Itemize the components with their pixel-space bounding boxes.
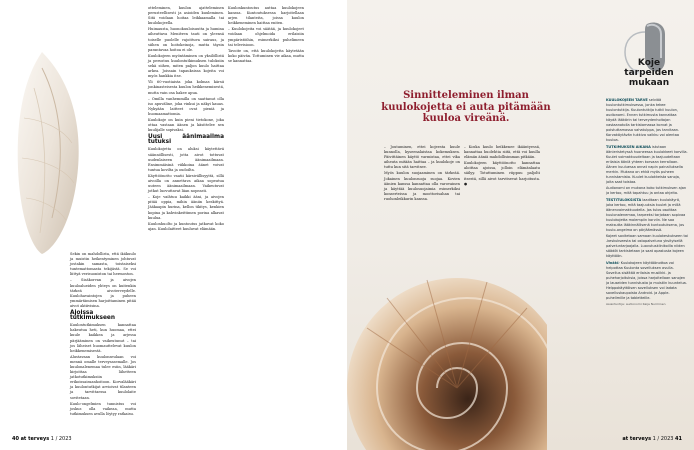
sidebar-text: Audionomi on mukana koko tutkimuksen ajan ja kertoo, mitä tapahtuu ja antaa ohjeita. (606, 186, 687, 195)
right-page (347, 0, 694, 450)
sidebar-paragraph (606, 234, 688, 259)
paragraph: Kuulokoje on kuin pieni tietokone, joka ottaa vastaan äänen ja käsittelee sen kuulijalle sopivaksi. (148, 117, 224, 133)
paragraph: Sekin on mahdollista, että ikäkuulo ja muistin heikentyminen johtuvat jostakin samasta, toistaiseksi tuntemattomasta tekijästä. Se voi liittyä verisuoniston tai hermoston. (70, 252, 136, 277)
paragraph: – Koska kuulo heikkenee ikääntyessä, kannattaa huolehtia siitä, että voi kuulla elämän ääniä mahdollisimman pitkään. (464, 145, 540, 160)
paragraph: Kuulonhuolto ja kuntoutus jatkuvat koko ajan. Kuulolaitteet kuuluvat elämään. (148, 221, 224, 231)
magazine-name: at terveys (20, 436, 50, 442)
nautilus-shell-image (347, 268, 547, 450)
paragraph: Kuulokojeen myöntäminen on yksilöllistä ja perustuu kuulontutkimuksen tuloksiin sekä siihen, miten paljon kuulo haittaa arkea. Joissain tapauksissa kojeita voi myös hankkia itse. (148, 53, 224, 79)
paragraph: Tavoite on, että kuulokojetta käytetään koko päivän. Tottuminen vie aikaa, mutta se kannattaa. (228, 48, 304, 63)
sidebar-lead: Vinkki: (606, 260, 620, 265)
right-column-1 (384, 145, 460, 203)
paragraph: otteleminen, kuulon ajatteleminen perusteellisesti ja asioiden kuuleminen. Sitä voidaan hoitaa leikkaamalla tai kuulokojeella. (148, 6, 224, 26)
sidebar-lead: TESTITULOKSISTA (606, 197, 642, 202)
section-heading: Ajoissa tutkimukseen (70, 310, 115, 322)
page-number: 40 (12, 436, 19, 442)
sidebar-paragraph (606, 261, 688, 301)
paragraph: Kuulokojeen käyttöönotto kannattaa aloittaa ajoissa, jolloin elämänlaatu säilyy. Totuttuminen riippuu paljolti itsestä, sillä aivot tarvitsevat harjoitusta. ● (464, 161, 540, 186)
section-heading: Uusi äänimaailma tutuksi (148, 134, 224, 146)
paragraph: Myös kuulon suojaaminen on tärkeää. Jokainen kuulonsuoja suojaa. Kovien äänien kanssa kannattaa olla varovainen ja käyttää kuulosuojaimia esimerkiksi konserteissa ja moottorisahan tai ruohonleikkurin kanssa. (384, 171, 460, 201)
sidebar-text: laaditaan kuulokäyrä, joka kertoo, mitä taajuuksia kuulet ja millä äänenvoimakkuudella. Jos tulos osoittaa kuulonalenemaa, tarpeeksi tarjotaan sopivaa kuulokojetta molempiin korviin. Ne saa maksutta lääkinnällisenä kuntoutuksena, jos kuulo-ongelma on pärjäämässä. (606, 197, 686, 232)
left-column-3 (228, 6, 304, 65)
article-headline: Sinnitteleminen ilman kuulokojetta ei auta pitämään kuuloa vireänä. (381, 90, 551, 124)
page-folio-left (12, 436, 72, 442)
paragraph: Alustavaan kuulonseulaan voi mennä omalle terveysasemalle. Jos kuulonalenemaa tulee esiin, lääkäri kirjoittaa lähetteen jatkotutkimuksiin erikoissairaanhoitoon. Korvalääkäri ja kuulontutkijat arvioivat tilanteen ja tarvittaessa kuulolaite sovitetaan. (70, 354, 136, 400)
issue-number: 1 / 2023 (50, 436, 72, 442)
sidebar-text: selviää kuulontutkimuksessa, jonka tekee kuulontutkija. Kuulontutkija tutkii kuulon, audionomi. Ennen tutkimusta kannattaa käydä lääkärin tai terveydenhoitajan vastaanotolla tarkistamassa korvat ja poistuttamassa vahatulppa, jos tarvitaan. Korvakäytävän tukkiva vaikku voi alentaa kuuloa. (606, 98, 680, 142)
paragraph: Huimausta, huonokuuloisuutta ja humina aiheuttava Menièren tauti on yleensä toiselle puolelle rajoittuva sairaus, ja siihen on hoitokeinoja, mutta täysin parantavaa hoitoa ei ole. (148, 27, 224, 52)
sidebar-paragraph (606, 98, 688, 143)
paragraph: Kuulokojetta on aluksi käytettävä säännöllisesti, jotta aivot tottuvat uudenlaiseen äänimaailmaan. Ensimmäisinä viikkoina äänet voivat tuntua kovilta ja oudoilta. (148, 147, 224, 172)
sidebar-lead: KUULOKOJEEN TARVE (606, 98, 648, 102)
sidebar-text: Kojeet sovitetaan samaan kuulokeskukseen tai -keskukseesta tai ostopalveluna yksityisellä palveluntarjoajalla. Luovutusklinikoilla niiden säädöt tarkistetaan ja saat opastusta kojeen käyttöön. (606, 234, 689, 258)
issue-number: 1 / 2023 (652, 436, 674, 442)
sidebar-paragraph (606, 186, 688, 196)
sidebar-box (606, 98, 688, 309)
paragraph: Kuulo-ongelmien tunnistus voi joskus olla vaikeaa, mutta tutkimuksen avulla löytyy ratkaisu. (70, 401, 136, 416)
paragraph: – Joutuminen, ettei kojeesta kuule kunnolla, kyseenalaistaa kokemuksen. Päivittäinen käyttö varmistaa, ettei vika aiheuta mitään haittaa – ja kuulokoje on tuttu kun sitä tarvitsee. (384, 145, 460, 170)
sidebar-text: Kuulokojeen käyttöönottoa voi helpottaa Kuulonta sovelluksen avulla. Sovellus sisältää erilaisia musiikki- ja puheharjoituksia, joissa harjoitellaan sanojen ja lauseiden tunnistusta ja muistiin kuuntelua. Helppokäyttöisen sovelluksen voi ladata sovelluskaupoista Android- ja Apple-puhelimille ja tabletteille. (606, 260, 687, 300)
paragraph: Kuulonkuntoutus auttaa kuulokojeen kanssa. Kuntoutuksessa harjoitellaan arjen tilanteita, joissa kuulon heikkeneminen haittaa eniten. (228, 6, 304, 26)
page-number: 41 (675, 436, 682, 442)
paragraph: – Kuulokojeita voi säätää, ja kuulokojeet voidaan ohjelmoida erilaisiin ympäristöihin, esimerkiksi puhelimeen tai televisioon. (228, 27, 304, 47)
sidebar-lead: TUTKIMUKSEN AIKANA (606, 144, 651, 149)
expert-credit: Asiantuntija: audionomi Kaija Nurminen (606, 302, 666, 306)
page-folio-right (622, 436, 682, 442)
left-column-2 (148, 6, 224, 233)
sidebar-title: Koje tarpeiden mukaan (624, 58, 674, 88)
left-column-1 (70, 252, 136, 418)
sidebar-paragraph (606, 145, 688, 185)
paragraph: Käyttöönotto vaatii kärsivällisyyttä, sillä aivoilla on annettava aikaa sopeutua uuteen äänimaailmaan. Vaikeutuvat jotkut luovuttavat liian nopeasti. (148, 173, 224, 194)
paragraph: Kuulontutkimuksen kannattaa hakeutua heti, kun huomaa, ettei kuule kaikkea ja arjessa pärjääminen on vaikeutunut – tai jos läheiset huomauttelevat kuulon heikkenemisestä. (70, 323, 136, 353)
paragraph: – Sisäkorvan ja aivojen kuuloalueiden yhteys on kuitenkin tärkeä aivoterveydelle. Kuulohavaintojen ja puheen ymmärtämisen harjoittaminen pitää aivot aktiivisina. (70, 278, 136, 308)
sidebar-paragraph (606, 198, 688, 233)
right-column-2 (464, 145, 540, 188)
sidebar-text: istutaan äänieristetyssä huoneessa kuulokkeet korvilla. Kuulet voimakkuudeltaan ja taajuudeltaan erilaisia ääniä yhteen korvaan kerrallaan. Äänen kuuluessa annat napin painalluksella merkin. Mukana on ehkä myös puheen tunnistamista. Kuulet kuulokkeista sanoja, joita saat toistaa. (606, 144, 688, 184)
paragraph: – Omilla vanhemmilla on saattanut olla iso apuväline, joka vinkui ja näkyi kauas. Nykyään laitteet ovat pieniä ja huomaamattomia. (148, 96, 224, 116)
paragraph: – Koje vaihtuu kaikki ääni, ja aivojen pitää oppia, mihin ääniin keskittyä. Jääkaapin hurina, kellon tikitys, kenkien kopina ja kahvinkeittimen porina alkavat kuulua. (148, 195, 224, 220)
magazine-name: at terveys (622, 436, 652, 442)
paragraph: Yli 60-vuotiaista joka kolmas kärsii jonkinasteisesta kuulon heikkenemisestä, mutta vain osa hakee apua. (148, 80, 224, 95)
spiral-shell-image (12, 48, 86, 258)
